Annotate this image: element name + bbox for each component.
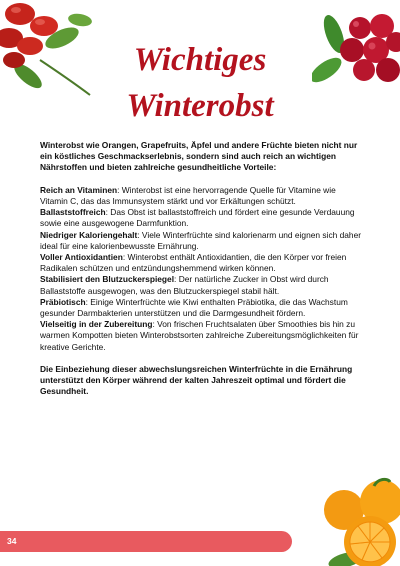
benefit-item xyxy=(40,230,362,252)
benefit-item xyxy=(40,252,362,274)
page-title-line-2: Winterobst xyxy=(126,88,274,124)
footer-bar xyxy=(0,531,292,552)
benefit-text: : Viele Winterfrüchte sind kalorienarm und eignen sich daher ideal für eine kalorienbewusste Ernährung. xyxy=(40,229,362,251)
benefit-item xyxy=(40,297,362,319)
benefit-text: : Der natürliche Zucker in Obst wird durch Ballaststoffe ausgewogen, was den Blutzuckerspiegel stabil hält. xyxy=(40,274,329,296)
paragraph-spacer xyxy=(40,353,362,364)
benefit-text: : Winterobst ist eine hervorragende Quelle für Vitamine wie Vitamin C, das das Immunsystem stärkt und vor Erkältungen schützt. xyxy=(40,184,336,206)
article-body xyxy=(40,140,362,398)
benefit-term: Voller Antioxidantien xyxy=(40,252,123,263)
benefit-term: Reich an Vitaminen xyxy=(40,184,118,195)
page-title-line-1: Wichtiges xyxy=(133,42,267,78)
tangerine-illustration xyxy=(318,476,400,566)
benefit-item xyxy=(40,185,362,207)
benefit-text: : Von frischen Fruchtsalaten über Smoothies bis hin zu warmen Kompotten bieten Winterobstsorten zahlreiche Zubereitungsmöglichkeiten für kreative Gerichte. xyxy=(40,319,359,352)
benefit-term: Ballaststoffreich xyxy=(40,207,106,218)
paragraph-spacer xyxy=(40,174,362,185)
benefit-term: Präbiotisch xyxy=(40,296,86,307)
benefit-term: Niedriger Kaloriengehalt xyxy=(40,229,138,240)
closing-paragraph: Die Einbeziehung dieser abwechslungsreichen Winterfrüchte in die Ernährung unterstützt den Körper während der kalten Jahreszeit optimal und fördert die Gesundheit. xyxy=(40,364,353,397)
benefit-term: Stabilisiert den Blutzuckerspiegel xyxy=(40,274,175,285)
benefit-item xyxy=(40,207,362,229)
benefit-text: : Einige Winterfrüchte wie Kiwi enthalten Präbiotika, die das Wachstum gesunder Darmbakterien unterstützen und die Darmgesundheit fördern. xyxy=(40,296,348,319)
page-number: 34 xyxy=(7,536,17,546)
intro-paragraph: Winterobst wie Orangen, Grapefruits, Äpfel und andere Früchte bieten nicht nur ein köstliches Geschmackserlebnis, sondern sind auch reich an wichtigen Nährstoffen und bieten zahlreiche gesundheitliche Vorteile: xyxy=(40,140,358,173)
benefit-item xyxy=(40,319,362,353)
benefit-item xyxy=(40,274,362,296)
benefit-text: : Winterobst enthält Antioxidantien, die den Körper vor freien Radikalen schützen und entzündungshemmend wirken können. xyxy=(40,252,347,274)
benefit-text: : Das Obst ist ballaststoffreich und fördert eine gesunde Verdauung sowie eine ausgewogene Darmfunktion. xyxy=(40,207,355,229)
benefit-term: Vielseitig in der Zubereitung xyxy=(40,319,153,330)
